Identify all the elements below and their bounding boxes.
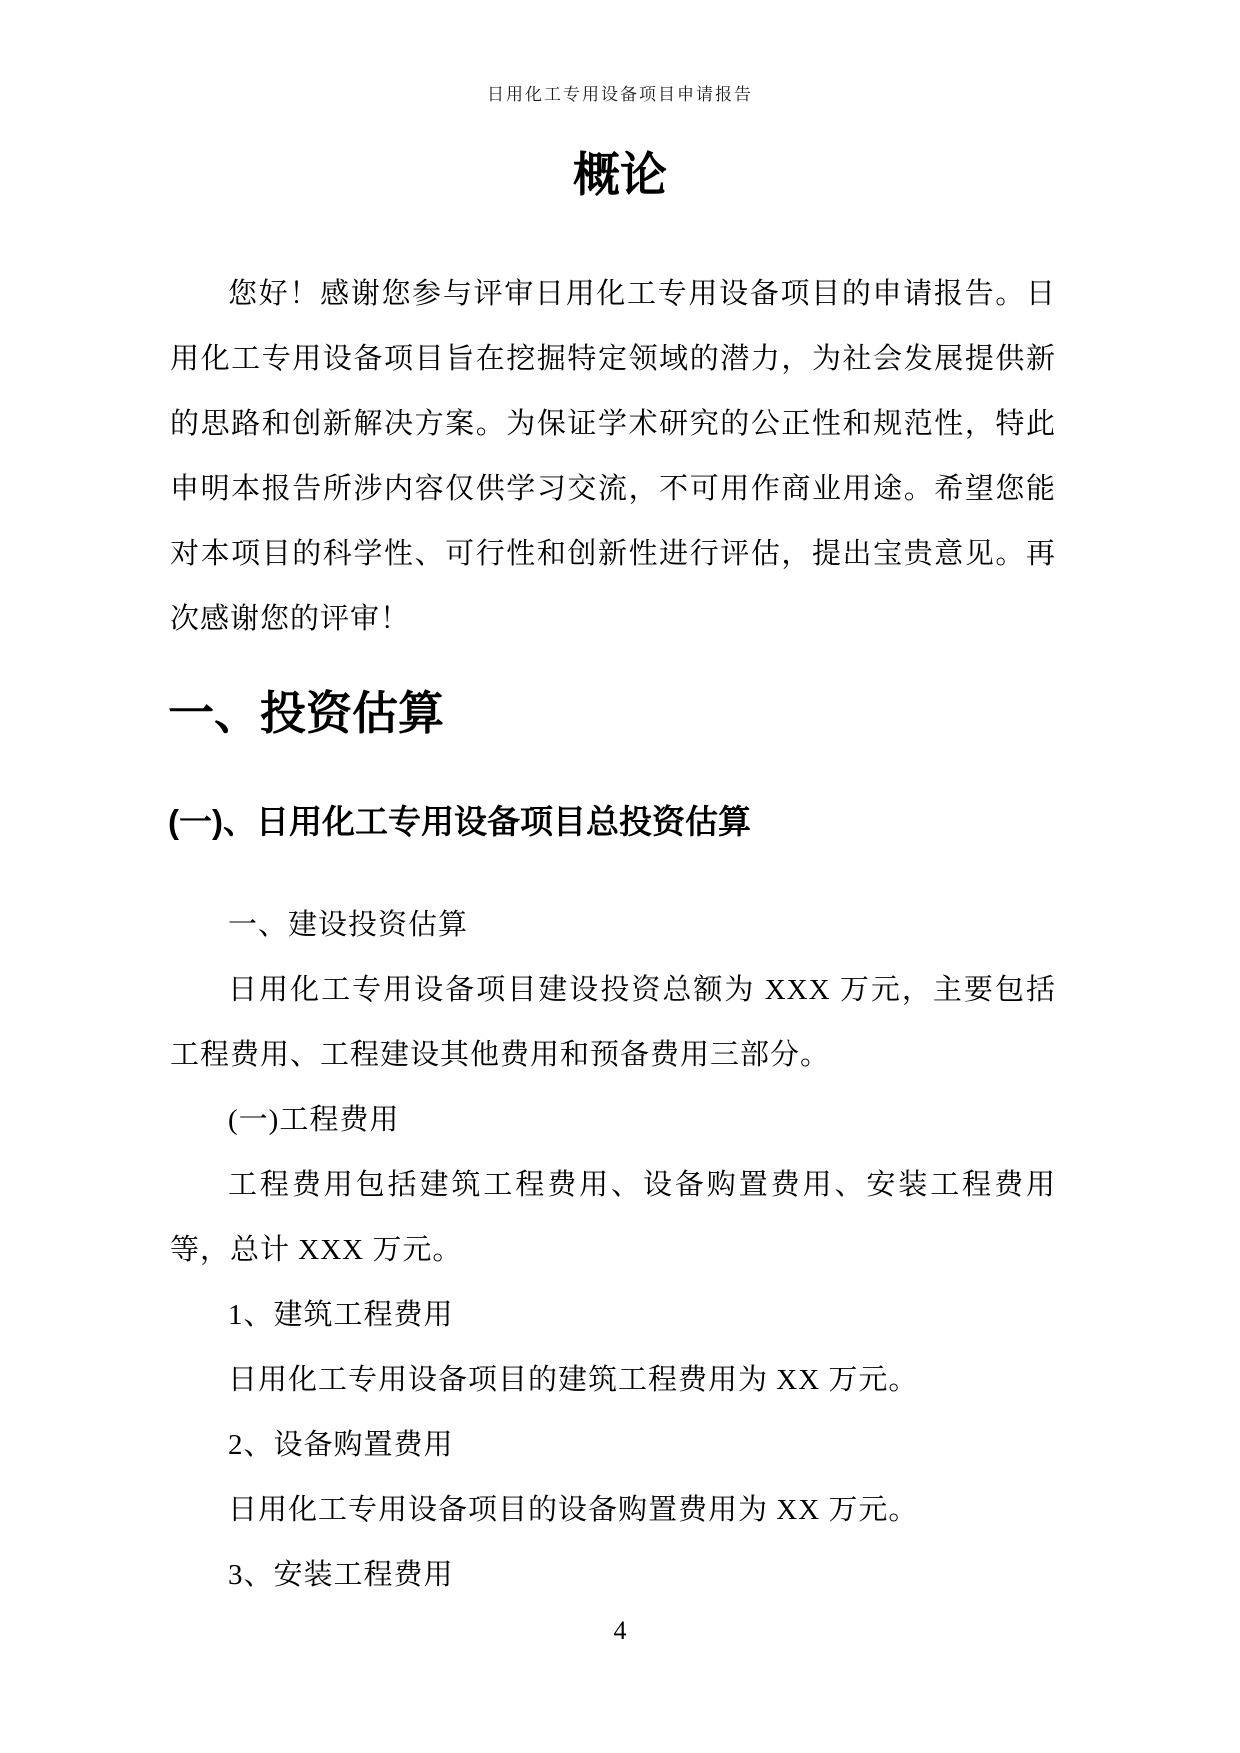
intro-section: [170, 262, 1056, 652]
body-paragraph: 3、安装工程费用: [228, 1559, 454, 1591]
page-header-title: 日用化工专用设备项目申请报告: [487, 85, 753, 104]
body-paragraph: (一)工程费用: [228, 1104, 400, 1136]
body-paragraph: 工程费用包括建筑工程费用、设备购置费用、安装工程费用等，总计 XXX 万元。: [170, 1169, 1056, 1266]
body-paragraph: 日用化工专用设备项目的设备购置费用为 XX 万元。: [228, 1494, 919, 1526]
document-title: 概论: [573, 148, 667, 201]
section-heading-investment-estimate: 一、投资估算: [168, 687, 444, 739]
body-section: [170, 893, 1056, 1608]
intro-paragraph: 您好！感谢您参与评审日用化工专用设备项目的申请报告。日用化工专用设备项目旨在挖掘特定领域的潜力，为社会发展提供新的思路和创新解决方案。为保证学术研究的公正性和规范性，特此申明本报告所涉内容仅供学习交流，不可用作商业用途。希望您能对本项目的科学性、可行性和创新性进行评估，提出宝贵意见。再次感谢您的评审！: [170, 278, 1056, 635]
body-paragraph: 2、设备购置费用: [228, 1429, 454, 1461]
body-paragraph: 一、建设投资估算: [228, 909, 469, 941]
subsection-heading-total-investment: (一)、日用化工专用设备项目总投资估算: [168, 803, 751, 840]
body-paragraph: 日用化工专用设备项目建设投资总额为 XXX 万元，主要包括工程费用、工程建设其他费用和预备费用三部分。: [170, 974, 1056, 1071]
body-paragraph: 1、建筑工程费用: [228, 1299, 454, 1331]
page-number: 4: [613, 1616, 627, 1645]
body-paragraph: 日用化工专用设备项目的建筑工程费用为 XX 万元。: [228, 1364, 919, 1396]
